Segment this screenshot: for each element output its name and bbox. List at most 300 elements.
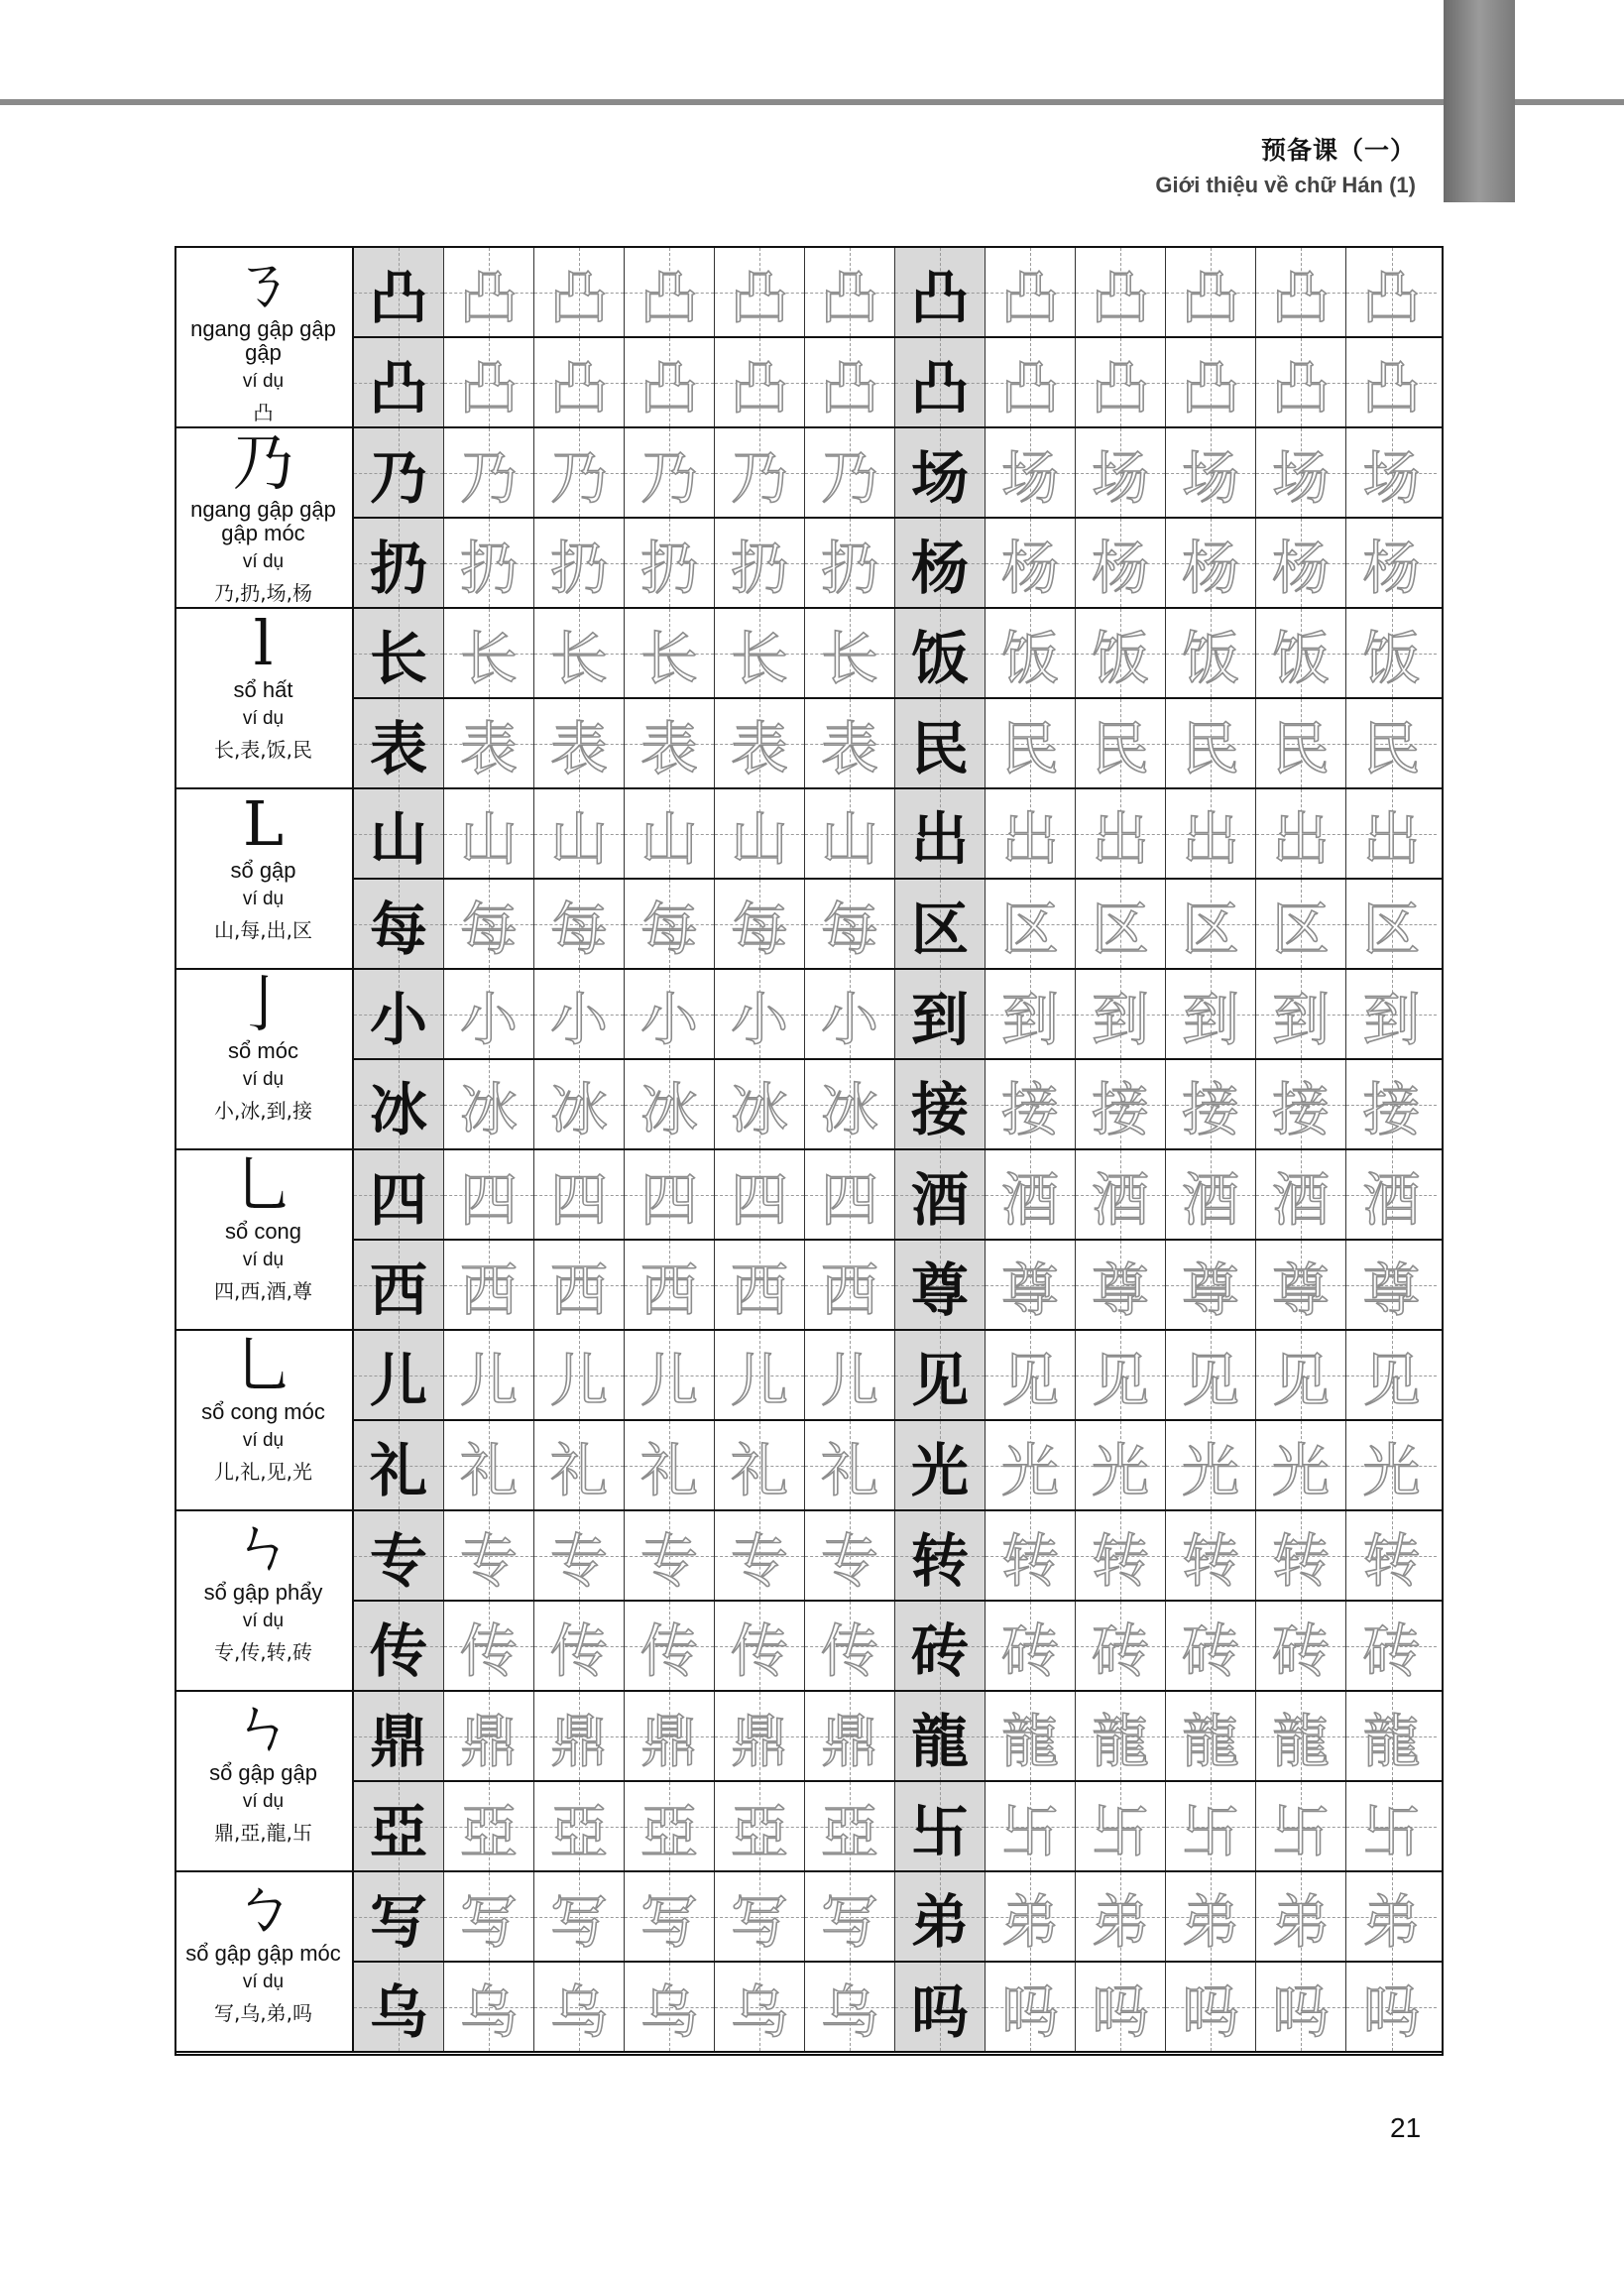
tracing-character: 砖: [1362, 1616, 1421, 1685]
model-character: 场: [910, 443, 969, 512]
tracing-character: 弟: [1271, 1887, 1330, 1956]
tracing-character: 鼎: [549, 1707, 608, 1775]
model-character-cell: [895, 880, 986, 968]
tracing-character-cell: [805, 970, 895, 1058]
tracing-character: 乃: [820, 443, 878, 512]
model-character-cell: [354, 428, 444, 517]
model-character: 亞: [369, 1797, 427, 1865]
tracing-character-cell: [1346, 609, 1437, 697]
tracing-character: 冰: [730, 1075, 788, 1143]
model-character: 接: [910, 1075, 969, 1143]
tracing-character-cell: [1346, 1602, 1437, 1690]
tracing-character: 吗: [1091, 1977, 1149, 2046]
model-character-cell: [354, 1602, 444, 1690]
tracing-character-cell: [534, 609, 625, 697]
tracing-character-cell: [805, 1331, 895, 1419]
tracing-character-cell: [986, 338, 1076, 426]
tracing-character: 凸: [549, 353, 608, 421]
tracing-character: 卐: [1091, 1797, 1149, 1865]
model-character: 砖: [910, 1616, 969, 1685]
tracing-character: 凸: [1271, 353, 1330, 421]
tracing-character: 长: [730, 624, 788, 692]
tracing-character-cell: [444, 609, 534, 697]
practice-row: [354, 1872, 1442, 1963]
tracing-character-cell: [1166, 1692, 1256, 1780]
tracing-character: 亞: [730, 1797, 788, 1865]
model-character: 饭: [910, 624, 969, 692]
tracing-character: 四: [639, 1165, 698, 1234]
tracing-character: 传: [459, 1616, 518, 1685]
tracing-character-cell: [986, 1331, 1076, 1419]
practice-row: [354, 1692, 1442, 1782]
tracing-character: 酒: [1271, 1165, 1330, 1234]
tracing-character-cell: [625, 1331, 715, 1419]
model-character-cell: [895, 248, 986, 336]
tracing-character-cell: [625, 1872, 715, 1961]
tracing-character: 四: [549, 1165, 608, 1234]
tracing-character-cell: [625, 699, 715, 787]
tracing-character: 龍: [1000, 1707, 1059, 1775]
tracing-character: 乌: [459, 1977, 518, 2046]
tracing-character: 表: [820, 714, 878, 782]
tracing-character-cell: [1256, 1963, 1346, 2051]
tracing-character: 砖: [1000, 1616, 1059, 1685]
stroke-name: sổ gập: [230, 858, 296, 883]
tracing-character-cell: [1256, 1602, 1346, 1690]
tracing-character-cell: [715, 1602, 805, 1690]
tracing-character-cell: [534, 1511, 625, 1600]
tracing-character: 弟: [1362, 1887, 1421, 1956]
tracing-character-cell: [625, 1241, 715, 1329]
tracing-character: 乌: [730, 1977, 788, 2046]
tracing-character-cell: [1346, 1150, 1437, 1239]
tracing-character: 见: [1181, 1346, 1239, 1414]
example-characters: 专,传,转,砖: [213, 1640, 313, 1664]
tracing-character: 冰: [549, 1075, 608, 1143]
tracing-character: 乃: [549, 443, 608, 512]
tracing-character-cell: [1076, 1421, 1166, 1509]
tracing-character-cell: [625, 1150, 715, 1239]
tracing-character: 酒: [1000, 1165, 1059, 1234]
tracing-character: 冰: [820, 1075, 878, 1143]
tracing-character-cell: [1256, 338, 1346, 426]
tracing-character-cell: [1346, 789, 1437, 878]
tracing-character: 凸: [639, 353, 698, 421]
tracing-character-cell: [1256, 1150, 1346, 1239]
tracing-character-cell: [1076, 1692, 1166, 1780]
stroke-block: [174, 248, 354, 428]
stroke-block: [174, 789, 354, 970]
stroke-glyph: 乚: [232, 1329, 294, 1401]
tracing-character: 杨: [1271, 534, 1330, 602]
tracing-character: 饭: [1271, 624, 1330, 692]
tracing-character: 凸: [820, 353, 878, 421]
tracing-character: 写: [549, 1887, 608, 1956]
tracing-character-cell: [715, 1331, 805, 1419]
practice-row: [354, 1421, 1442, 1511]
tracing-character-cell: [444, 519, 534, 607]
model-character-cell: [354, 248, 444, 336]
tracing-character-cell: [534, 789, 625, 878]
tracing-character: 山: [459, 804, 518, 873]
tracing-character: 凸: [730, 353, 788, 421]
tracing-character-cell: [1076, 970, 1166, 1058]
tracing-character-cell: [1256, 1692, 1346, 1780]
tracing-character: 四: [730, 1165, 788, 1234]
model-character: 凸: [369, 353, 427, 421]
tracing-character: 转: [1181, 1526, 1239, 1595]
tracing-character-cell: [986, 1421, 1076, 1509]
tracing-character-cell: [444, 1241, 534, 1329]
tracing-character: 光: [1362, 1436, 1421, 1504]
model-character-cell: [895, 338, 986, 426]
tracing-character-cell: [986, 519, 1076, 607]
tracing-character-cell: [715, 880, 805, 968]
tracing-character: 长: [459, 624, 518, 692]
tracing-character-cell: [986, 1692, 1076, 1780]
tracing-character-cell: [534, 880, 625, 968]
tracing-character: 光: [1091, 1436, 1149, 1504]
tracing-character-cell: [1256, 880, 1346, 968]
tracing-character: 民: [1362, 714, 1421, 782]
tracing-character-cell: [1346, 1060, 1437, 1148]
stroke-name: sổ gập phẩy: [203, 1580, 323, 1605]
tracing-character-cell: [715, 1060, 805, 1148]
tracing-character: 凸: [1000, 353, 1059, 421]
tracing-character-cell: [715, 1150, 805, 1239]
tracing-character-cell: [1076, 1963, 1166, 2051]
practice-row: [354, 789, 1442, 880]
tracing-character-cell: [625, 1963, 715, 2051]
tracing-character: 传: [639, 1616, 698, 1685]
tracing-character-cell: [805, 1421, 895, 1509]
tracing-character: 区: [1271, 895, 1330, 963]
practice-row: [354, 1511, 1442, 1602]
tracing-character: 民: [1271, 714, 1330, 782]
tracing-character-cell: [1346, 880, 1437, 968]
example-characters: 山,每,出,区: [213, 918, 313, 942]
model-character-cell: [354, 880, 444, 968]
model-character-cell: [895, 1060, 986, 1148]
tracing-character: 西: [639, 1256, 698, 1324]
tracing-character: 凸: [1091, 263, 1149, 331]
model-character-cell: [895, 1150, 986, 1239]
tracing-character: 吗: [1000, 1977, 1059, 2046]
example-label: ví dụ: [242, 1250, 285, 1270]
model-character-cell: [354, 1782, 444, 1870]
chapter-tab: [1444, 0, 1515, 202]
tracing-character-cell: [805, 1872, 895, 1961]
tracing-character-cell: [1346, 1872, 1437, 1961]
model-character-cell: [895, 1331, 986, 1419]
tracing-character: 专: [549, 1526, 608, 1595]
tracing-character: 凸: [549, 263, 608, 331]
tracing-character-cell: [1166, 519, 1256, 607]
tracing-character-cell: [444, 1782, 534, 1870]
model-character: 凸: [910, 353, 969, 421]
tracing-character: 区: [1091, 895, 1149, 963]
tracing-character: 乌: [549, 1977, 608, 2046]
tracing-character: 每: [730, 895, 788, 963]
tracing-character: 传: [820, 1616, 878, 1685]
tracing-character: 表: [459, 714, 518, 782]
tracing-character-cell: [1166, 1421, 1256, 1509]
example-characters: 儿,礼,见,光: [213, 1460, 313, 1484]
tracing-character: 小: [820, 985, 878, 1053]
tracing-character: 接: [1091, 1075, 1149, 1143]
tracing-character-cell: [1076, 428, 1166, 517]
tracing-character-cell: [805, 609, 895, 697]
model-character-cell: [354, 1331, 444, 1419]
tracing-character-cell: [715, 789, 805, 878]
tracing-character-cell: [986, 1511, 1076, 1600]
tracing-character: 山: [549, 804, 608, 873]
tracing-character-cell: [534, 1060, 625, 1148]
model-character-cell: [895, 699, 986, 787]
tracing-character: 弟: [1091, 1887, 1149, 1956]
tracing-character: 民: [1000, 714, 1059, 782]
tracing-character-cell: [1346, 699, 1437, 787]
tracing-character-cell: [1076, 789, 1166, 878]
model-character: 尊: [910, 1256, 969, 1324]
tracing-character-cell: [1346, 248, 1437, 336]
tracing-character: 凸: [1000, 263, 1059, 331]
tracing-character-cell: [1346, 1331, 1437, 1419]
tracing-character-cell: [1166, 1331, 1256, 1419]
tracing-character-cell: [1256, 609, 1346, 697]
example-label: ví dụ: [242, 1069, 285, 1090]
tracing-character-cell: [1076, 1511, 1166, 1600]
example-characters: 小,冰,到,接: [213, 1099, 313, 1123]
tracing-character: 冰: [459, 1075, 518, 1143]
tracing-character-cell: [1166, 699, 1256, 787]
tracing-character: 见: [1271, 1346, 1330, 1414]
model-character: 西: [369, 1256, 427, 1324]
tracing-character-cell: [986, 1782, 1076, 1870]
tracing-character: 弟: [1181, 1887, 1239, 1956]
model-character: 弟: [910, 1887, 969, 1956]
tracing-character: 场: [1091, 443, 1149, 512]
tracing-character-cell: [444, 1150, 534, 1239]
model-character: 龍: [910, 1707, 969, 1775]
model-character-cell: [895, 428, 986, 517]
model-character-cell: [895, 1782, 986, 1870]
model-character-cell: [354, 519, 444, 607]
tracing-character: 砖: [1091, 1616, 1149, 1685]
tracing-character-cell: [1076, 1150, 1166, 1239]
tracing-character: 鼎: [820, 1707, 878, 1775]
tracing-character-cell: [625, 970, 715, 1058]
tracing-character-cell: [715, 699, 805, 787]
tracing-character-cell: [986, 699, 1076, 787]
tracing-character-cell: [1076, 338, 1166, 426]
tracing-character-cell: [1076, 248, 1166, 336]
tracing-character-cell: [805, 1060, 895, 1148]
model-character: 礼: [369, 1436, 427, 1504]
tracing-character-cell: [444, 699, 534, 787]
tracing-character-cell: [444, 1421, 534, 1509]
example-label: ví dụ: [242, 371, 285, 392]
model-character: 乃: [369, 443, 427, 512]
tracing-character-cell: [805, 1241, 895, 1329]
tracing-character: 专: [639, 1526, 698, 1595]
tracing-character: 场: [1271, 443, 1330, 512]
model-character: 小: [369, 985, 427, 1053]
tracing-character-cell: [715, 1241, 805, 1329]
tracing-character-cell: [1346, 970, 1437, 1058]
tracing-character: 西: [820, 1256, 878, 1324]
tracing-character: 转: [1000, 1526, 1059, 1595]
tracing-character-cell: [1166, 338, 1256, 426]
tracing-character-cell: [805, 1782, 895, 1870]
tracing-character: 接: [1000, 1075, 1059, 1143]
stroke-glyph: 亅: [232, 968, 294, 1040]
tracing-character-cell: [534, 1963, 625, 2051]
page-header: [1155, 131, 1416, 198]
stroke-glyph: 乚: [232, 1148, 294, 1221]
tracing-character-cell: [805, 1963, 895, 2051]
tracing-character: 四: [820, 1165, 878, 1234]
tracing-character-cell: [1346, 1782, 1437, 1870]
stroke-glyph: ㄣ: [232, 1690, 294, 1762]
tracing-character: 杨: [1091, 534, 1149, 602]
model-character-cell: [895, 1963, 986, 2051]
tracing-character-cell: [1256, 1060, 1346, 1148]
practice-row: [354, 248, 1442, 338]
tracing-character: 到: [1181, 985, 1239, 1053]
tracing-character-cell: [444, 880, 534, 968]
tracing-character: 传: [730, 1616, 788, 1685]
tracing-character-cell: [715, 1872, 805, 1961]
model-character: 冰: [369, 1075, 427, 1143]
tracing-character: 鼎: [730, 1707, 788, 1775]
stroke-name: ngang gập gập gập móc: [190, 497, 336, 545]
stroke-block: [174, 1872, 354, 2053]
tracing-character-cell: [444, 1872, 534, 1961]
example-label: ví dụ: [242, 1972, 285, 1992]
tracing-character: 杨: [1362, 534, 1421, 602]
tracing-character-cell: [534, 428, 625, 517]
tracing-character-cell: [1076, 609, 1166, 697]
tracing-character: 西: [459, 1256, 518, 1324]
tracing-character-cell: [534, 1782, 625, 1870]
tracing-character: 杨: [1000, 534, 1059, 602]
tracing-character-cell: [534, 338, 625, 426]
tracing-character-cell: [444, 1511, 534, 1600]
tracing-character: 礼: [549, 1436, 608, 1504]
tracing-character: 凸: [459, 263, 518, 331]
model-character-cell: [354, 1241, 444, 1329]
tracing-character-cell: [1076, 1331, 1166, 1419]
tracing-character-cell: [986, 248, 1076, 336]
tracing-character-cell: [1346, 519, 1437, 607]
tracing-character: 西: [730, 1256, 788, 1324]
practice-row: [354, 1060, 1442, 1150]
model-character: 山: [369, 804, 427, 873]
practice-row: [354, 1241, 1442, 1331]
tracing-character: 亞: [549, 1797, 608, 1865]
tracing-character-cell: [715, 1963, 805, 2051]
lesson-title: 预备课（一）: [1260, 136, 1416, 165]
tracing-character-cell: [1166, 970, 1256, 1058]
tracing-character-cell: [805, 519, 895, 607]
tracing-character-cell: [715, 1511, 805, 1600]
stroke-block: [174, 1150, 354, 1331]
tracing-character-cell: [1346, 338, 1437, 426]
model-character: 凸: [369, 263, 427, 331]
tracing-character: 到: [1091, 985, 1149, 1053]
tracing-character-cell: [1256, 699, 1346, 787]
tracing-character-cell: [805, 699, 895, 787]
stroke-glyph: ㄋ: [232, 246, 294, 318]
header-rule: [0, 99, 1624, 105]
lesson-subtitle: Giới thiệu về chữ Hán (1): [1155, 173, 1416, 197]
tracing-character-cell: [1076, 1241, 1166, 1329]
tracing-character-cell: [986, 1241, 1076, 1329]
stroke-name: sổ gập gập móc: [185, 1941, 341, 1966]
stroke-block: [174, 970, 354, 1150]
tracing-character-cell: [444, 970, 534, 1058]
tracing-character: 场: [1181, 443, 1239, 512]
tracing-character-cell: [1346, 1511, 1437, 1600]
model-character-cell: [354, 789, 444, 878]
example-characters: 四,西,酒,尊: [213, 1279, 313, 1303]
tracing-character: 写: [639, 1887, 698, 1956]
tracing-character-cell: [444, 428, 534, 517]
tracing-character: 饭: [1181, 624, 1239, 692]
tracing-character-cell: [1166, 1963, 1256, 2051]
tracing-character: 四: [459, 1165, 518, 1234]
model-character: 杨: [910, 534, 969, 602]
example-characters: 写,乌,弟,吗: [213, 2001, 313, 2025]
tracing-character-cell: [986, 609, 1076, 697]
tracing-character: 表: [639, 714, 698, 782]
stroke-name: sổ cong móc: [201, 1399, 325, 1424]
tracing-character: 卐: [1362, 1797, 1421, 1865]
tracing-character: 冰: [639, 1075, 698, 1143]
tracing-character: 酒: [1362, 1165, 1421, 1234]
tracing-character: 尊: [1000, 1256, 1059, 1324]
model-character-cell: [354, 970, 444, 1058]
tracing-character: 专: [459, 1526, 518, 1595]
tracing-character: 鼎: [459, 1707, 518, 1775]
model-character: 专: [369, 1526, 427, 1595]
model-character: 乌: [369, 1977, 427, 2046]
tracing-character: 扔: [549, 534, 608, 602]
practice-row: [354, 1150, 1442, 1241]
tracing-character-cell: [715, 1782, 805, 1870]
tracing-character: 凸: [459, 353, 518, 421]
tracing-character: 写: [820, 1887, 878, 1956]
tracing-character-cell: [444, 1963, 534, 2051]
tracing-character-cell: [986, 1150, 1076, 1239]
tracing-character-cell: [1256, 1421, 1346, 1509]
tracing-character: 转: [1091, 1526, 1149, 1595]
tracing-character-cell: [444, 1692, 534, 1780]
stroke-name: sổ hất: [233, 677, 293, 702]
model-character-cell: [354, 1150, 444, 1239]
model-character: 扔: [369, 534, 427, 602]
tracing-character-cell: [805, 1511, 895, 1600]
tracing-character-cell: [1076, 519, 1166, 607]
stroke-block: [174, 1331, 354, 1511]
model-character-cell: [895, 519, 986, 607]
tracing-character-cell: [625, 789, 715, 878]
tracing-character-cell: [715, 428, 805, 517]
tracing-character: 民: [1091, 714, 1149, 782]
tracing-character: 写: [459, 1887, 518, 1956]
model-character-cell: [895, 970, 986, 1058]
